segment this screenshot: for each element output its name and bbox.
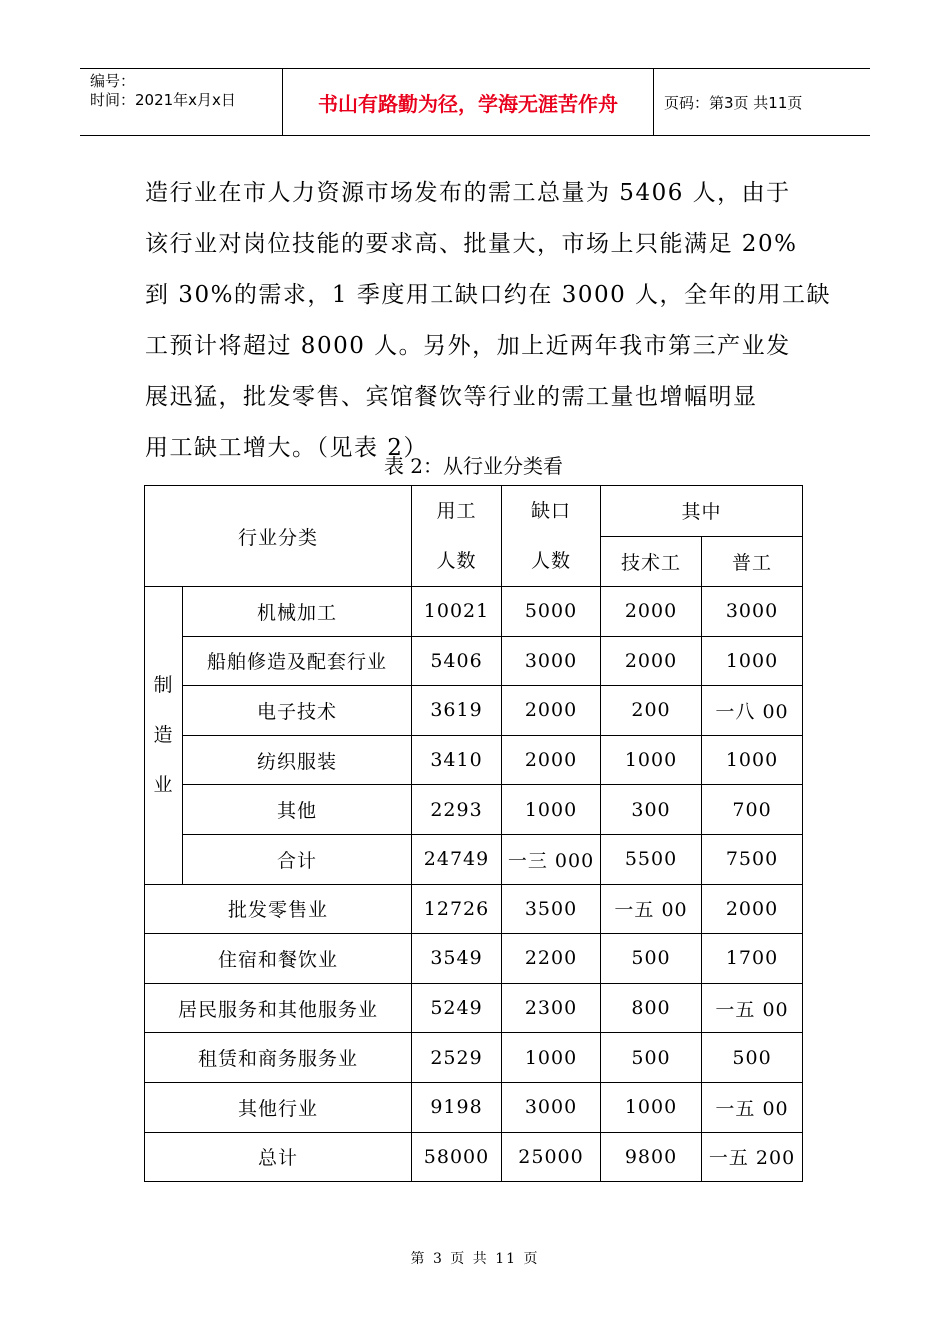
- header-motto: 书山有路勤为径，学海无涯苦作舟: [283, 69, 654, 135]
- row-category: 住宿和餐饮业: [145, 934, 412, 984]
- page-footer: 第 3 页 共 11 页: [410, 1251, 540, 1267]
- row-technical: 500: [601, 934, 702, 984]
- row-technical: 1000: [601, 1082, 702, 1132]
- paragraph-line: 造行业在市人力资源市场发布的需工总量为 5406 人，由于: [145, 180, 791, 206]
- row-general: 一五 00: [702, 983, 803, 1033]
- row-workers: 10021: [412, 587, 502, 637]
- table-caption: 表 2：从行业分类看: [383, 454, 564, 478]
- serial-label: 编号：: [90, 72, 136, 90]
- time-label: 时间：2021年x月x日: [90, 91, 236, 109]
- paragraph-line: 工预计将超过 8000 人。另外，加上近两年我市第三产业发: [145, 333, 791, 359]
- row-workers: 9198: [412, 1082, 502, 1132]
- header-workers: [412, 486, 502, 587]
- row-workers: 3410: [412, 735, 502, 785]
- row-general: 500: [702, 1033, 803, 1083]
- row-general: 2000: [702, 884, 803, 934]
- row-category: 纺织服装: [183, 735, 412, 785]
- row-category: 其他行业: [145, 1082, 412, 1132]
- row-general: 一五 200: [702, 1132, 803, 1182]
- table-header-row: [145, 486, 803, 537]
- table-row: [145, 587, 803, 637]
- row-category: 批发零售业: [145, 884, 412, 934]
- row-workers: 3549: [412, 934, 502, 984]
- table-row: [145, 636, 803, 686]
- row-technical: 1000: [601, 735, 702, 785]
- header-page-info: 页码：第3页 共11页: [664, 93, 803, 112]
- row-category: 船舶修造及配套行业: [183, 636, 412, 686]
- row-category: 其他: [183, 785, 412, 835]
- row-gap: 3000: [502, 1082, 601, 1132]
- row-category: 居民服务和其他服务业: [145, 983, 412, 1033]
- table-row: [145, 884, 803, 934]
- row-category: 总计: [145, 1132, 412, 1182]
- row-workers: 12726: [412, 884, 502, 934]
- row-technical: 200: [601, 686, 702, 736]
- header-workers-line1: 用工: [436, 500, 477, 522]
- row-gap: 3000: [502, 636, 601, 686]
- header-of-which: 其中: [601, 486, 803, 537]
- row-gap: 2200: [502, 934, 601, 984]
- row-general: 一五 00: [702, 1082, 803, 1132]
- row-general: 一八 00: [702, 686, 803, 736]
- row-gap: 1000: [502, 1033, 601, 1083]
- table-row: [145, 834, 803, 884]
- table-row: [145, 1082, 803, 1132]
- group-label-char: 造: [153, 724, 174, 747]
- industry-table: [144, 485, 803, 1182]
- row-general: 7500: [702, 834, 803, 884]
- header-meta: [80, 69, 283, 135]
- table-row-total: [145, 1132, 803, 1182]
- group-label-char: 制: [153, 674, 174, 697]
- row-general: 3000: [702, 587, 803, 637]
- header-gap: [502, 486, 601, 587]
- table-row: [145, 785, 803, 835]
- row-technical: 9800: [601, 1132, 702, 1182]
- row-category: 电子技术: [183, 686, 412, 736]
- table-row: [145, 934, 803, 984]
- row-general: 700: [702, 785, 803, 835]
- row-category: 租赁和商务服务业: [145, 1033, 412, 1083]
- row-workers: 3619: [412, 686, 502, 736]
- row-gap: 25000: [502, 1132, 601, 1182]
- body-paragraph: [145, 168, 832, 474]
- row-gap: 一三 000: [502, 834, 601, 884]
- row-gap: 3500: [502, 884, 601, 934]
- row-gap: 2000: [502, 686, 601, 736]
- row-category: 合计: [183, 834, 412, 884]
- row-workers: 2293: [412, 785, 502, 835]
- header-gap-line1: 缺口: [531, 500, 572, 522]
- row-technical: 300: [601, 785, 702, 835]
- row-technical: 一五 00: [601, 884, 702, 934]
- paragraph-line: 到 30%的需求，1 季度用工缺口约在 3000 人，全年的用工缺: [145, 282, 832, 308]
- row-workers: 24749: [412, 834, 502, 884]
- row-technical: 2000: [601, 587, 702, 637]
- paragraph-line: 展迅猛，批发零售、宾馆餐饮等行业的需工量也增幅明显: [145, 384, 758, 410]
- header-workers-line2: 人数: [436, 550, 477, 572]
- row-technical: 5500: [601, 834, 702, 884]
- table-row: [145, 735, 803, 785]
- row-general: 1700: [702, 934, 803, 984]
- table-row: [145, 686, 803, 736]
- table-body: [145, 486, 803, 1182]
- row-workers: 2529: [412, 1033, 502, 1083]
- header-general: 普工: [702, 536, 803, 587]
- paragraph-line: 该行业对岗位技能的要求高、批量大，市场上只能满足 20%: [145, 231, 798, 257]
- row-general: 1000: [702, 735, 803, 785]
- row-workers: 5249: [412, 983, 502, 1033]
- row-general: 1000: [702, 636, 803, 686]
- row-gap: 2300: [502, 983, 601, 1033]
- row-workers: 58000: [412, 1132, 502, 1182]
- group-label-manufacturing: [145, 587, 183, 885]
- row-technical: 2000: [601, 636, 702, 686]
- row-technical: 500: [601, 1033, 702, 1083]
- row-gap: 2000: [502, 735, 601, 785]
- group-label-char: 业: [153, 774, 174, 797]
- table-row: [145, 1033, 803, 1083]
- header-technical: 技术工: [601, 536, 702, 587]
- row-gap: 1000: [502, 785, 601, 835]
- paragraph-line: 用工缺工增大。（见表 2）: [145, 435, 428, 461]
- table-row: [145, 983, 803, 1033]
- header-category: 行业分类: [145, 486, 412, 587]
- page-header: [80, 68, 870, 136]
- row-gap: 5000: [502, 587, 601, 637]
- row-category: 机械加工: [183, 587, 412, 637]
- header-gap-line2: 人数: [531, 550, 572, 572]
- row-technical: 800: [601, 983, 702, 1033]
- row-workers: 5406: [412, 636, 502, 686]
